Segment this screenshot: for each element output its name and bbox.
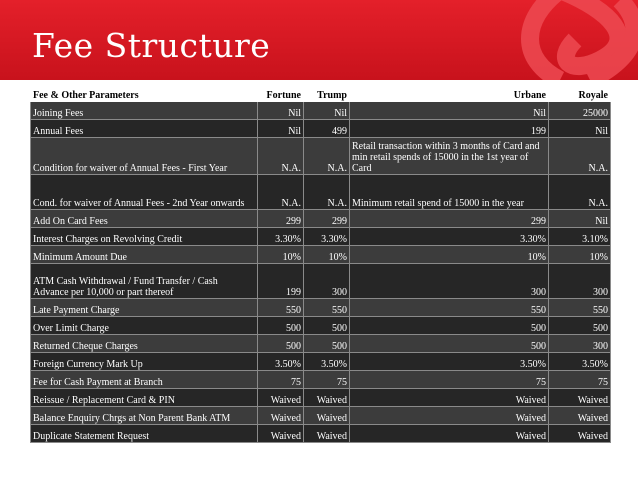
cell-urbane: 299: [350, 210, 549, 228]
row-label: Fee for Cash Payment at Branch: [31, 371, 258, 389]
cell-royale: 300: [549, 335, 611, 353]
cell-trump: 500: [304, 317, 350, 335]
cell-urbane: 300: [350, 264, 549, 299]
table-row: [31, 335, 611, 353]
cell-urbane: Minimum retail spend of 15000 in the year: [350, 175, 549, 210]
cell-royale: 500: [549, 317, 611, 335]
cell-trump: 3.30%: [304, 228, 350, 246]
row-label: Balance Enquiry Chrgs at Non Parent Bank ATM: [31, 407, 258, 425]
cell-royale: 75: [549, 371, 611, 389]
cell-royale: 10%: [549, 246, 611, 264]
cell-fortune: 500: [258, 335, 304, 353]
row-label: Foreign Currency Mark Up: [31, 353, 258, 371]
cell-royale: N.A.: [549, 138, 611, 175]
page-title: Fee Structure: [32, 26, 271, 65]
cell-urbane: 500: [350, 335, 549, 353]
cell-royale: Nil: [549, 210, 611, 228]
cell-trump: 10%: [304, 246, 350, 264]
cell-trump: 500: [304, 335, 350, 353]
cell-royale: Waived: [549, 425, 611, 443]
row-label: Late Payment Charge: [31, 299, 258, 317]
table-row: [31, 299, 611, 317]
cell-fortune: 500: [258, 317, 304, 335]
cell-urbane: Waived: [350, 407, 549, 425]
row-label: Interest Charges on Revolving Credit: [31, 228, 258, 246]
row-label: Minimum Amount Due: [31, 246, 258, 264]
cell-trump: Waived: [304, 407, 350, 425]
table-row: [31, 317, 611, 335]
table-row: [31, 371, 611, 389]
cell-royale: Waived: [549, 389, 611, 407]
cell-fortune: Nil: [258, 120, 304, 138]
cell-trump: Waived: [304, 425, 350, 443]
cell-urbane: Waived: [350, 425, 549, 443]
table-row: [31, 102, 611, 120]
row-label: Returned Cheque Charges: [31, 335, 258, 353]
cell-trump: N.A.: [304, 138, 350, 175]
table-row: [31, 120, 611, 138]
cell-fortune: N.A.: [258, 138, 304, 175]
cell-fortune: Nil: [258, 102, 304, 120]
cell-fortune: 550: [258, 299, 304, 317]
cell-urbane: 3.50%: [350, 353, 549, 371]
fee-table: [30, 83, 611, 443]
cell-urbane: 3.30%: [350, 228, 549, 246]
cell-trump: Waived: [304, 389, 350, 407]
title-banner: [0, 0, 638, 80]
cell-fortune: 75: [258, 371, 304, 389]
cell-urbane: 550: [350, 299, 549, 317]
cell-fortune: 3.50%: [258, 353, 304, 371]
table-row: [31, 210, 611, 228]
cell-fortune: N.A.: [258, 175, 304, 210]
table-row: [31, 175, 611, 210]
cell-urbane: Retail transaction within 3 months of Card and min retail spends of 15000 in the 1st year of Card: [350, 138, 549, 175]
cell-fortune: 299: [258, 210, 304, 228]
table-row: [31, 228, 611, 246]
table-row: [31, 264, 611, 299]
header-trump: Trump: [304, 84, 350, 102]
row-label: Over Limit Charge: [31, 317, 258, 335]
cell-royale: Waived: [549, 407, 611, 425]
header-urbane: Urbane: [350, 84, 549, 102]
cell-urbane: 500: [350, 317, 549, 335]
cell-royale: 3.10%: [549, 228, 611, 246]
cell-fortune: 199: [258, 264, 304, 299]
cell-trump: 299: [304, 210, 350, 228]
cell-urbane: Waived: [350, 389, 549, 407]
cell-trump: N.A.: [304, 175, 350, 210]
cell-urbane: 199: [350, 120, 549, 138]
row-label: Joining Fees: [31, 102, 258, 120]
table-row: [31, 353, 611, 371]
table-row: [31, 389, 611, 407]
cell-urbane: 10%: [350, 246, 549, 264]
row-label: Condition for waiver of Annual Fees - First Year: [31, 138, 258, 175]
cell-royale: Nil: [549, 120, 611, 138]
cell-royale: 3.50%: [549, 353, 611, 371]
cell-trump: 75: [304, 371, 350, 389]
header-parameters: Fee & Other Parameters: [31, 84, 258, 102]
row-label: Cond. for waiver of Annual Fees - 2nd Year onwards: [31, 175, 258, 210]
cell-trump: 550: [304, 299, 350, 317]
cell-urbane: Nil: [350, 102, 549, 120]
cell-trump: 499: [304, 120, 350, 138]
cell-trump: Nil: [304, 102, 350, 120]
header-fortune: Fortune: [258, 84, 304, 102]
header-royale: Royale: [549, 84, 611, 102]
cell-fortune: Waived: [258, 425, 304, 443]
cell-trump: 300: [304, 264, 350, 299]
row-label: Reissue / Replacement Card & PIN: [31, 389, 258, 407]
cell-urbane: 75: [350, 371, 549, 389]
table-row: [31, 425, 611, 443]
cell-royale: N.A.: [549, 175, 611, 210]
cell-fortune: 10%: [258, 246, 304, 264]
row-label: Add On Card Fees: [31, 210, 258, 228]
cell-fortune: 3.30%: [258, 228, 304, 246]
table-header-row: [31, 84, 611, 102]
table-row: [31, 138, 611, 175]
cell-trump: 3.50%: [304, 353, 350, 371]
table-row: [31, 407, 611, 425]
row-label: ATM Cash Withdrawal / Fund Transfer / Cash Advance per 10,000 or part thereof: [31, 264, 258, 299]
table-row: [31, 246, 611, 264]
cell-fortune: Waived: [258, 407, 304, 425]
cell-royale: 300: [549, 264, 611, 299]
cell-fortune: Waived: [258, 389, 304, 407]
row-label: Annual Fees: [31, 120, 258, 138]
cell-royale: 25000: [549, 102, 611, 120]
row-label: Duplicate Statement Request: [31, 425, 258, 443]
cell-royale: 550: [549, 299, 611, 317]
